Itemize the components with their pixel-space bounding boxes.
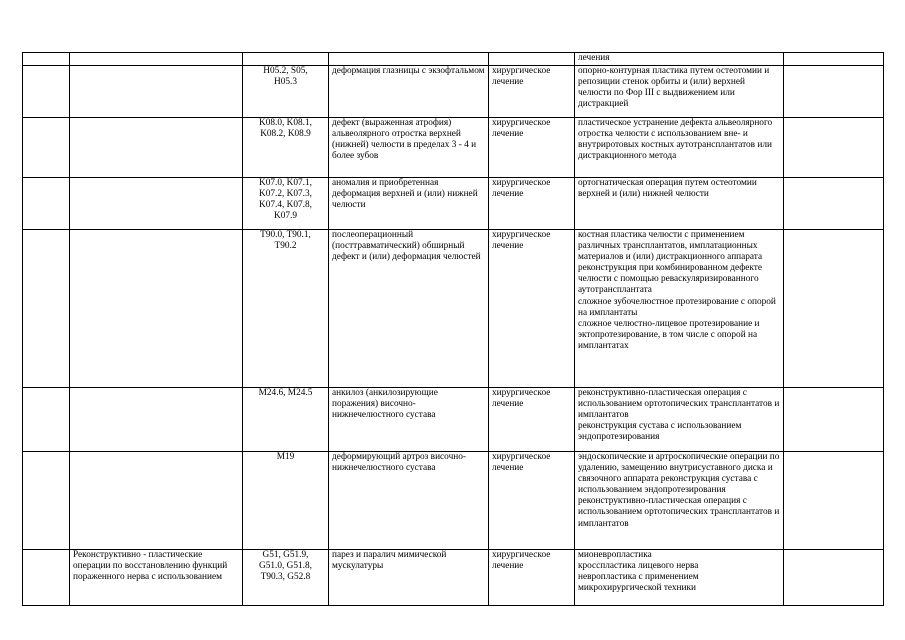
condition-cell: деформация глазницы с экзофтальмом [329, 66, 489, 118]
condition-cell: послеоперационный (посттравматический) обширный дефект и (или) деформация челюстей [329, 230, 489, 388]
table-row [23, 53, 884, 66]
procedure-group-cell [70, 452, 243, 550]
treatment-method-cell: эндоскопические и артроскопические операции по удалению, замещению внутрисуставного диска и связочного аппарата реконструкция сустава с использованием эндопротезирования реконструктивно-пластическая операция с использованием ортотопических трансплантатов и имплантатов [575, 452, 784, 550]
treatment-type-cell: хирургическое лечение [489, 118, 575, 178]
procedure-group-cell: Реконструктивно - пластические операции по восстановлению функций пораженного нерва с использованием [70, 550, 243, 606]
treatment-type-cell: хирургическое лечение [489, 66, 575, 118]
icd-codes-cell: M24.6, M24.5 [243, 388, 329, 452]
document-sheet [22, 52, 883, 606]
treatment-method-cell: опорно-контурная пластика путем остеотомии и репозиции стенок орбиты и (или) верхней челюсти по Фор III с выдвижением или дистракцией [575, 66, 784, 118]
row-number-cell [23, 388, 70, 452]
treatment-method-cell: пластическое устранение дефекта альвеолярного отростка челюсти с использованием вне- и внутриротовых костных аутотрансплантатов или дистракционного метода [575, 118, 784, 178]
icd-codes-cell: M19 [243, 452, 329, 550]
icd-codes-cell: K07.0, K07.1, K07.2, K07.3, K07.4, K07.8, K07.9 [243, 178, 329, 230]
row-number-cell [23, 178, 70, 230]
table-row [23, 178, 884, 230]
row-number-cell [23, 66, 70, 118]
procedure-group-cell [70, 388, 243, 452]
condition-cell: деформирующий артроз височно-нижнечелюстного сустава [329, 452, 489, 550]
table-row [23, 66, 884, 118]
row-number-cell [23, 452, 70, 550]
icd-codes-cell: H05.2, S05, H05.3 [243, 66, 329, 118]
procedure-group-cell [70, 118, 243, 178]
row-number-cell [23, 118, 70, 178]
condition-cell: анкилоз (анкилозирующие поражения) височно-нижнечелюстного сустава [329, 388, 489, 452]
table-row [23, 230, 884, 388]
treatment-method-cell: реконструктивно-пластическая операция с использованием ортотопических трансплантатов и имплантатов реконструкция сустава с использованием эндопротезирования [575, 388, 784, 452]
procedure-group-cell [70, 178, 243, 230]
row-number-cell [23, 53, 70, 66]
treatment-method-cell: лечения [575, 53, 784, 66]
treatment-type-cell: хирургическое лечение [489, 178, 575, 230]
row-number-cell [23, 550, 70, 606]
procedure-group-cell [70, 53, 243, 66]
treatment-type-cell [489, 53, 575, 66]
treatment-method-cell: ортогнатическая операция путем остеотомии верхней и (или) нижней челюсти [575, 178, 784, 230]
treatment-type-cell: хирургическое лечение [489, 230, 575, 388]
empty-cell [784, 118, 884, 178]
condition-cell: дефект (выраженная атрофия) альвеолярного отростка верхней (нижней) челюсти в пределах 3 - 4 и более зубов [329, 118, 489, 178]
icd-codes-cell: G51, G51.9, G51.0, G51.8, T90.3, G52.8 [243, 550, 329, 606]
icd-codes-cell: T90.0, T90.1, T90.2 [243, 230, 329, 388]
empty-cell [784, 178, 884, 230]
empty-cell [784, 230, 884, 388]
icd-codes-cell [243, 53, 329, 66]
table-row [23, 118, 884, 178]
procedure-group-cell [70, 66, 243, 118]
treatment-table [22, 52, 884, 606]
empty-cell [784, 53, 884, 66]
table-row [23, 388, 884, 452]
procedure-group-cell [70, 230, 243, 388]
empty-cell [784, 388, 884, 452]
treatment-type-cell: хирургическое лечение [489, 452, 575, 550]
treatment-method-cell: мионевропластика кросспластика лицевого нерва невропластика с применением микрохирургической техники [575, 550, 784, 606]
table-row [23, 550, 884, 606]
row-number-cell [23, 230, 70, 388]
condition-cell: аномалия и приобретенная деформация верхней и (или) нижней челюсти [329, 178, 489, 230]
empty-cell [784, 550, 884, 606]
table-body [23, 53, 884, 606]
treatment-method-cell: костная пластика челюсти с применением различных трансплантатов, имплатационных материалов и (или) дистракционного аппарата реконструкция при комбинированном дефекте челюсти с помощью реваскуляризированного аутотрансплантата сложное зубочелюстное протезирование с опорой на имплантаты сложное челюстно-лицевое протезирование и эктопротезирование, в том числе с опорой на имплантатах [575, 230, 784, 388]
icd-codes-cell: K08.0, K08.1, K08.2, K08.9 [243, 118, 329, 178]
empty-cell [784, 452, 884, 550]
condition-cell: парез и паралич мимической мускулатуры [329, 550, 489, 606]
empty-cell [784, 66, 884, 118]
treatment-type-cell: хирургическое лечение [489, 388, 575, 452]
table-row [23, 452, 884, 550]
treatment-type-cell: хирургическое лечение [489, 550, 575, 606]
condition-cell [329, 53, 489, 66]
